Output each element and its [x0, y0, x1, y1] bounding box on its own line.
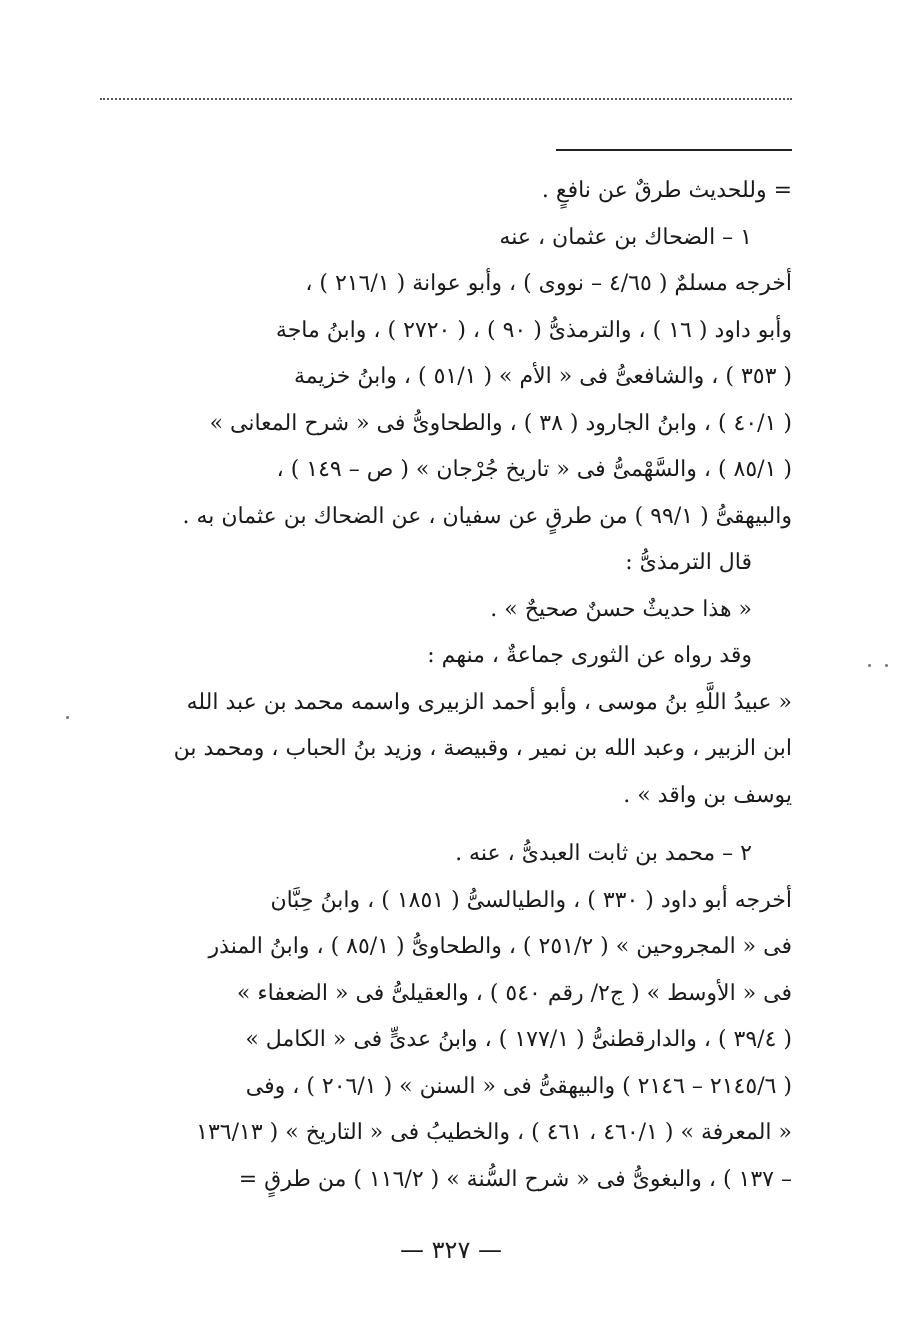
- page-number: — ٣٢٧ —: [400, 1236, 502, 1264]
- text-line: « المعرفة » ( ٤٦٠/١ ، ٤٦١ ) ، والخطيبُ فى « التاريخ » ( ١٣٦/١٣: [196, 1120, 792, 1145]
- margin-speck: [885, 664, 888, 667]
- margin-speck: [868, 664, 871, 667]
- text-line: وأبو داود ( ١٦ ) ، والترمذىُّ ( ٩٠ ) ، ( ٢٧٢٠ ) ، وابنُ ماجة: [275, 317, 792, 343]
- text-line: ابن الزبير ، وعبد الله بن نمير ، وقبيصة ، وزيد بنُ الحباب ، ومحمد بن: [173, 736, 792, 761]
- text-line: ( ٨٥/١ ) ، والسَّهْمىُّ فى « تاريخ جُرْجان » ( ص – ١٤٩ ) ،: [276, 457, 792, 482]
- text-line: ( ٢١٤٥/٦ – ٢١٤٦ ) والبيهقىُّ فى « السنن » ( ٢٠٦/١ ) ، وفى: [245, 1073, 792, 1099]
- text-line: « هذا حديثٌ حسنٌ صحيحٌ » .: [490, 596, 752, 622]
- footnote-text: [100, 168, 792, 1203]
- text-line: وقد رواه عن الثورى جماعةٌ ، منهم :: [427, 643, 752, 668]
- text-line: « عبيدُ اللَّهِ بنُ موسى ، وأبو أحمد الزبيرى واسمه محمد بن عبد الله: [186, 689, 792, 715]
- text-line: = وللحديث طرقٌ عن نافعٍ .: [541, 178, 792, 203]
- text-line: ١ – الضحاك بن عثمان ، عنه: [499, 224, 752, 250]
- text-line: والبيهقىُّ ( ٩٩/١ ) من طرقٍ عن سفيان ، عن الضحاك بن عثمان به .: [182, 503, 792, 529]
- footnote-separator-rule: [556, 149, 792, 151]
- text-line: فى « المجروحين » ( ٢٥١/٢ ) ، والطحاوىُّ ( ٨٥/١ ) ، وابنُ المنذر: [208, 934, 792, 959]
- header-dotted-rule: [100, 98, 792, 100]
- text-line: أخرجه مسلمٌ ( ٤/٦٥ – نووى ) ، وأبو عوانة ( ٢١٦/١ ) ،: [305, 271, 792, 296]
- text-line: ( ٤٠/١ ) ، وابنُ الجارود ( ٣٨ ) ، والطحاوىُّ فى « شرح المعانى »: [209, 410, 792, 436]
- text-line: أخرجه أبو داود ( ٣٣٠ ) ، والطيالسىُّ ( ١٨٥١ ) ، وابنُ حِبَّان: [270, 887, 792, 913]
- text-line: يوسف بن واقد » .: [623, 782, 792, 808]
- text-line: قال الترمذىُّ :: [625, 550, 752, 575]
- text-line: ( ٣٥٣ ) ، والشافعىُّ فى « الأم » ( ٥١/١ ) ، وابنُ خزيمة: [293, 364, 792, 389]
- text-line: ٢ – محمد بن ثابت العبدىُّ ، عنه .: [455, 841, 752, 866]
- text-line: ( ٣٩/٤ ) ، والدارقطنىُّ ( ١٧٧/١ ) ، وابنُ عدىٍّ فى « الكامل »: [245, 1027, 792, 1052]
- text-line: – ١٣٧ ) ، والبغوىُّ فى « شرح السُّنة » ( ١١٦/٢ ) من طرقٍ =: [238, 1166, 792, 1192]
- margin-speck: [66, 716, 69, 719]
- text-line: فى « الأوسط » ( ج٢/ رقم ٥٤٠ ) ، والعقيلىُّ فى « الضعفاء »: [236, 980, 792, 1006]
